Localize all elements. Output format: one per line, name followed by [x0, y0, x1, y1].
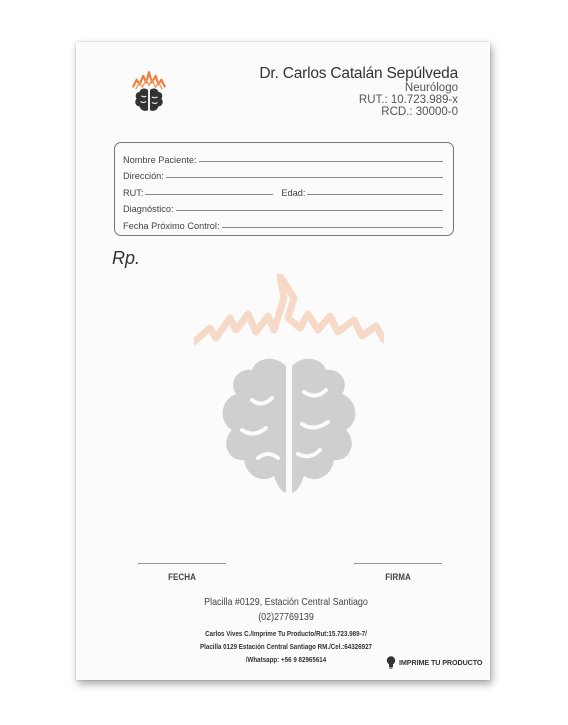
signature-label: FIRMA: [385, 572, 411, 583]
patient-name-row: [123, 148, 447, 165]
address-row: [123, 165, 447, 182]
diagnosis-row: [123, 198, 447, 215]
print-info-line-3: /Whatsapp: +56 9 82965614: [245, 655, 327, 664]
date-label: FECHA: [168, 572, 196, 583]
footer-address: Placilla #0129, Estación Central Santiago: [204, 596, 368, 608]
address-line[interactable]: [166, 177, 443, 178]
patient-info-box: [114, 142, 454, 236]
rut-line[interactable]: [145, 194, 273, 195]
diagnosis-label: Diagnóstico:: [123, 204, 174, 214]
print-info-line-1: Carlos Vives C./Imprime Tu Producto/Rut:15.723.989-7/: [205, 629, 367, 638]
age-label: Edad:: [281, 187, 306, 198]
next-control-line[interactable]: [222, 227, 443, 228]
printer-brand: [386, 656, 482, 669]
age-line[interactable]: [307, 194, 443, 195]
footer-phone: (02)27769139: [258, 611, 314, 623]
brain-watermark-icon: [194, 274, 384, 506]
doctor-rut: RUT.: 10.723.989-x: [358, 94, 458, 107]
signature-line: [354, 563, 442, 564]
rut-age-row: [123, 181, 447, 198]
date-signature-line: [138, 563, 226, 564]
print-info-line-2: Placilla 0129 Estación Central Santiago RM./Cel.:64326927: [199, 642, 373, 651]
next-control-label: Fecha Próximo Control:: [123, 220, 220, 231]
patient-name-label: Nombre Paciente:: [123, 154, 197, 165]
rx-label: Rp.: [112, 248, 141, 268]
prescription-sheet: [76, 42, 490, 680]
diagnosis-line[interactable]: [176, 210, 443, 211]
brain-lightning-icon: [130, 70, 168, 116]
doctor-header: [259, 66, 458, 118]
patient-name-line[interactable]: [199, 161, 443, 162]
doctor-name: Dr. Carlos Catalán Sepúlveda: [259, 65, 458, 82]
doctor-specialty: Neurólogo: [404, 82, 458, 95]
next-control-row: [123, 214, 447, 231]
rut-label: RUT:: [123, 187, 144, 198]
lightbulb-icon: [386, 656, 396, 669]
doctor-rcd: RCD.: 30000-0: [381, 106, 458, 119]
address-label: Dirección:: [123, 171, 164, 181]
printer-brand-name: IMPRIME TU PRODUCTO: [399, 658, 483, 667]
